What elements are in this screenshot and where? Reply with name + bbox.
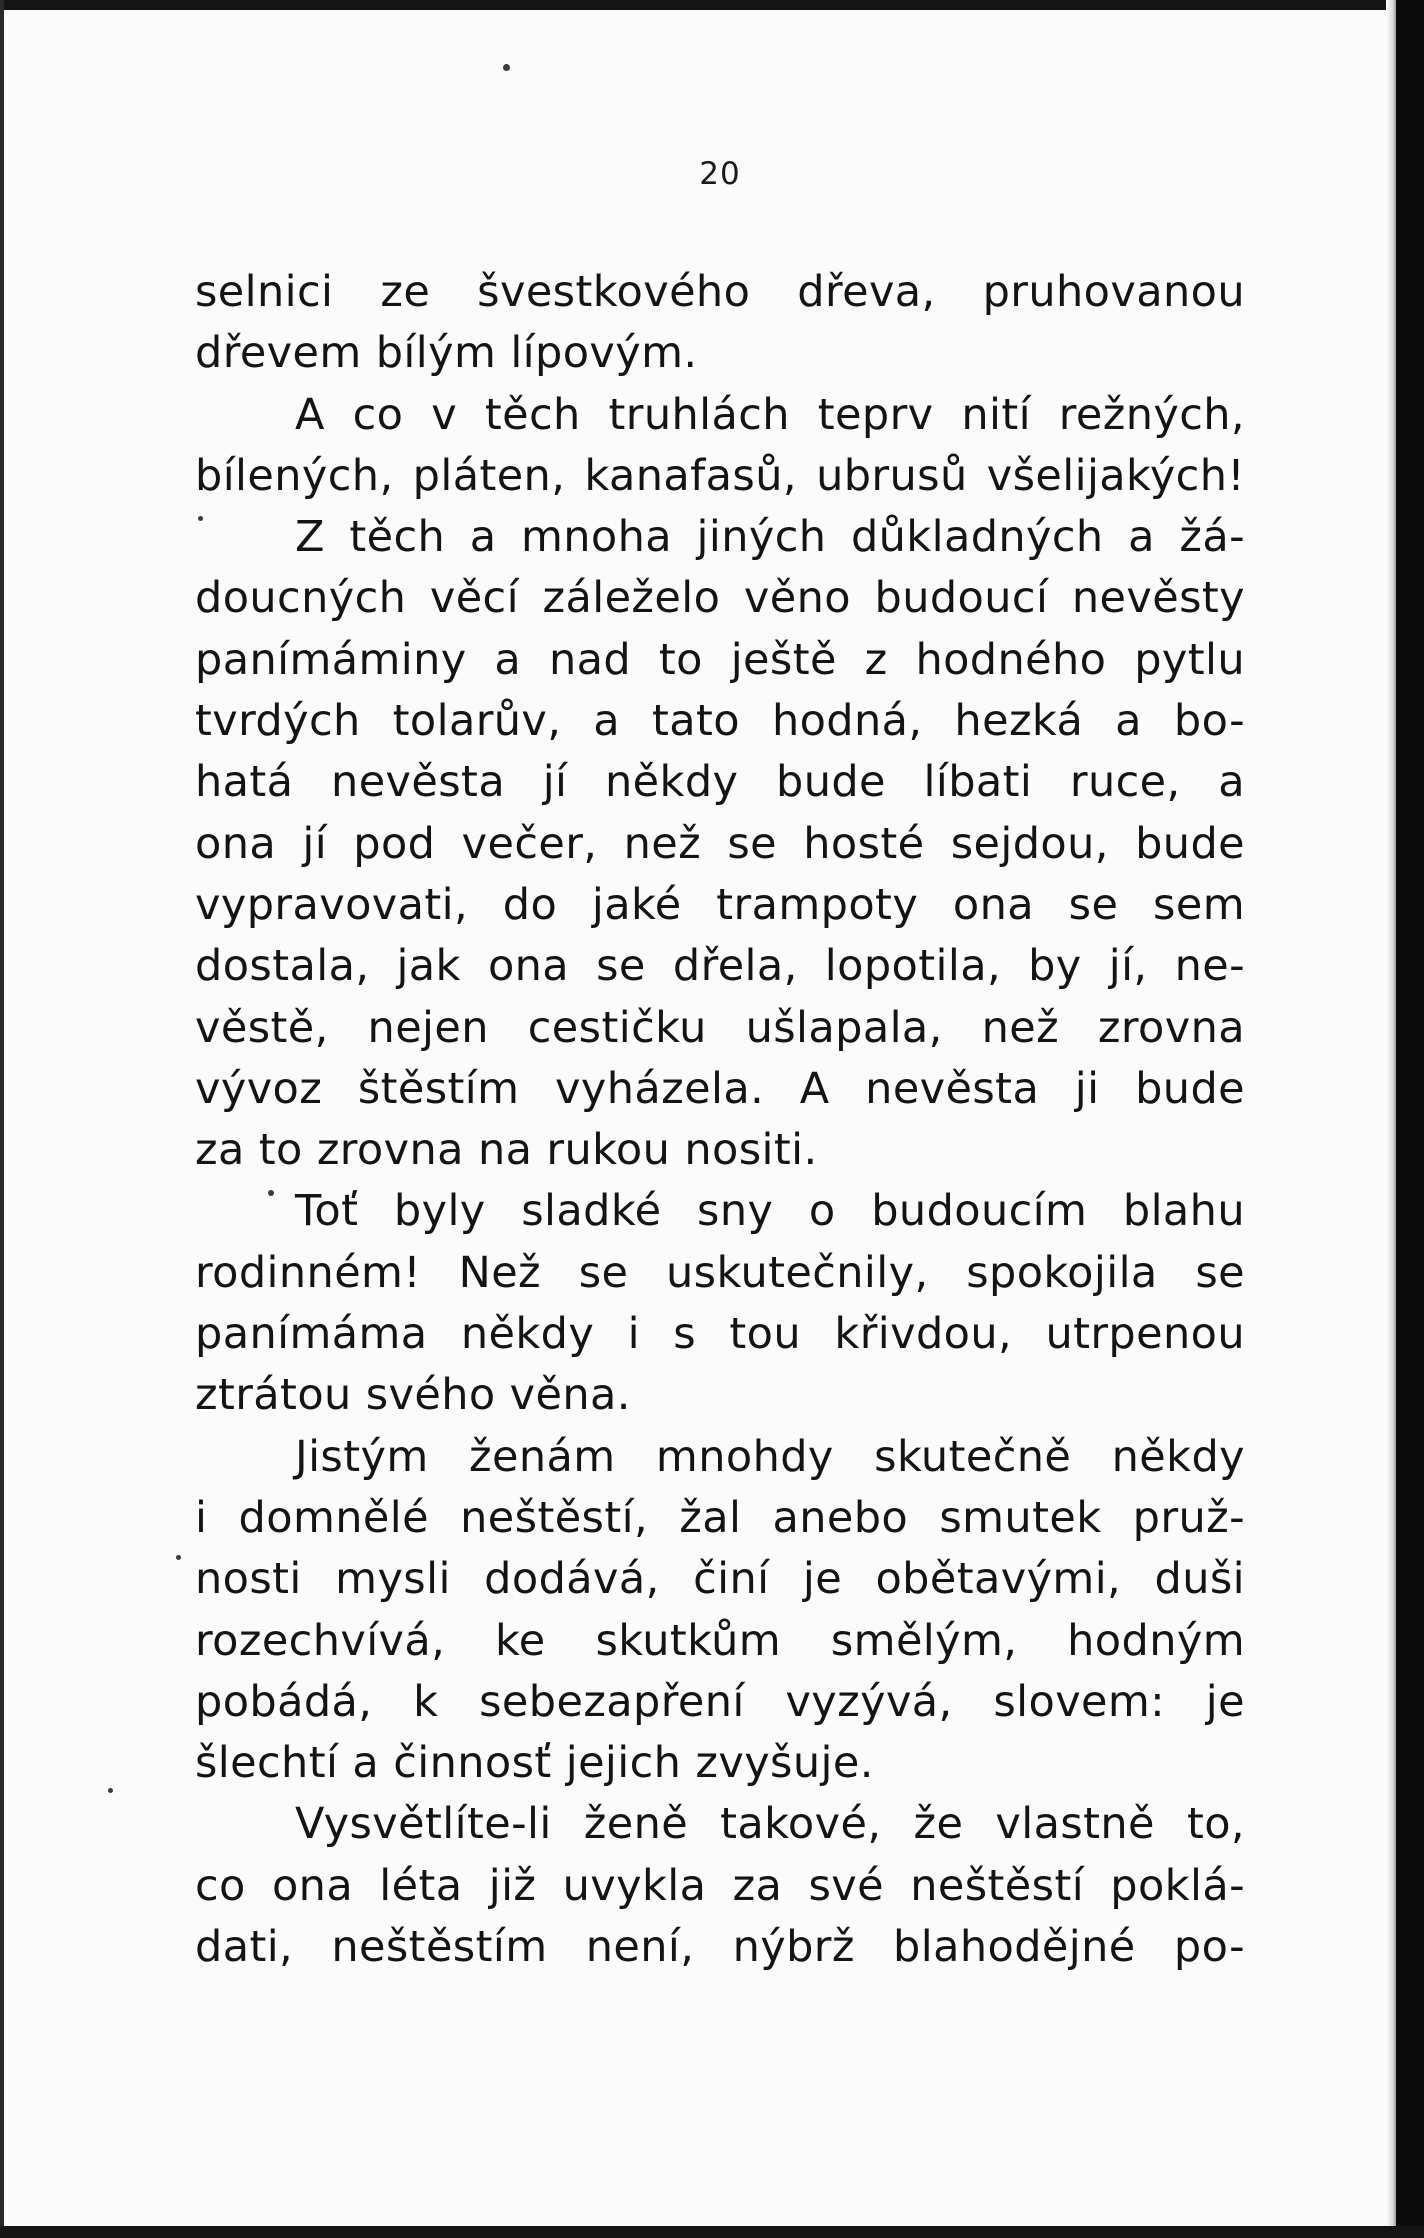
body-text — [195, 262, 1245, 1978]
text-line: doucných věcí záleželo věno budoucí nevěsty — [195, 573, 1245, 624]
text-line: rozechvívá, ke skutkům smělým, hodným — [195, 1615, 1245, 1666]
page-number: 20 — [699, 156, 741, 192]
text-line: nosti mysli dodává, činí je obětavými, duši — [195, 1554, 1245, 1605]
text-line: dostala, jak ona se dřela, lopotila, by jí, ne- — [195, 941, 1245, 992]
page-gutter-shadow — [1386, 0, 1396, 2238]
text-line: selnici ze švestkového dřeva, pruhovanou — [195, 267, 1245, 317]
text-line: za to zrovna na rukou nositi. — [195, 1125, 818, 1176]
text-line: Z těch a mnoha jiných důkladných a žá- — [295, 512, 1245, 563]
text-line: Toť byly sladké sny o budoucím blahu — [295, 1186, 1245, 1237]
scan-edge-top — [0, 0, 1424, 10]
text-line: ztrátou svého věna. — [195, 1370, 631, 1421]
scan-edge-right — [1396, 0, 1424, 2238]
text-line: vypravovati, do jaké trampoty ona se sem — [195, 879, 1245, 930]
text-line: i domnělé neštěstí, žal anebo smutek pruž- — [195, 1492, 1245, 1543]
text-line: hatá nevěsta jí někdy bude líbati ruce, a — [195, 757, 1245, 808]
text-line: vývoz štěstím vyházela. A nevěsta ji bude — [195, 1063, 1245, 1114]
text-line: co ona léta již uvykla za své neštěstí poklá- — [195, 1860, 1245, 1911]
scan-edge-bottom — [0, 2226, 1424, 2238]
text-line: Vysvětlíte-li ženě takové, že vlastně to, — [295, 1799, 1245, 1850]
scan-edge-left — [0, 0, 4, 2238]
scan-speck — [108, 1788, 113, 1793]
scan-speck — [503, 64, 510, 71]
text-line: A co v těch truhlách teprv nití režných, — [295, 389, 1245, 440]
scan-speck — [176, 1555, 181, 1560]
text-line: panímáma někdy i s tou křivdou, utrpenou — [195, 1309, 1245, 1360]
text-line: Jistým ženám mnohdy skutečně někdy — [295, 1431, 1245, 1482]
text-line: šlechtí a činnosť jejich zvyšuje. — [195, 1738, 874, 1789]
text-line: dřevem bílým lípovým. — [195, 328, 698, 379]
text-line: tvrdých tolarův, a tato hodná, hezká a bo- — [195, 696, 1245, 747]
text-line: panímáminy a nad to ještě z hodného pytlu — [195, 634, 1245, 685]
text-line: ona jí pod večer, než se hosté sejdou, bude — [195, 818, 1245, 869]
text-line: dati, neštěstím není, nýbrž blahodějné po- — [195, 1922, 1245, 1973]
text-line: rodinném! Než se uskutečnily, spokojila se — [195, 1247, 1245, 1298]
text-line: pobádá, k sebezapření vyzývá, slovem: je — [195, 1676, 1245, 1727]
text-line: bílených, pláten, kanafasů, ubrusů všelijakých! — [195, 450, 1245, 501]
text-line: věstě, nejen cestičku ušlapala, než zrovna — [195, 1002, 1245, 1053]
